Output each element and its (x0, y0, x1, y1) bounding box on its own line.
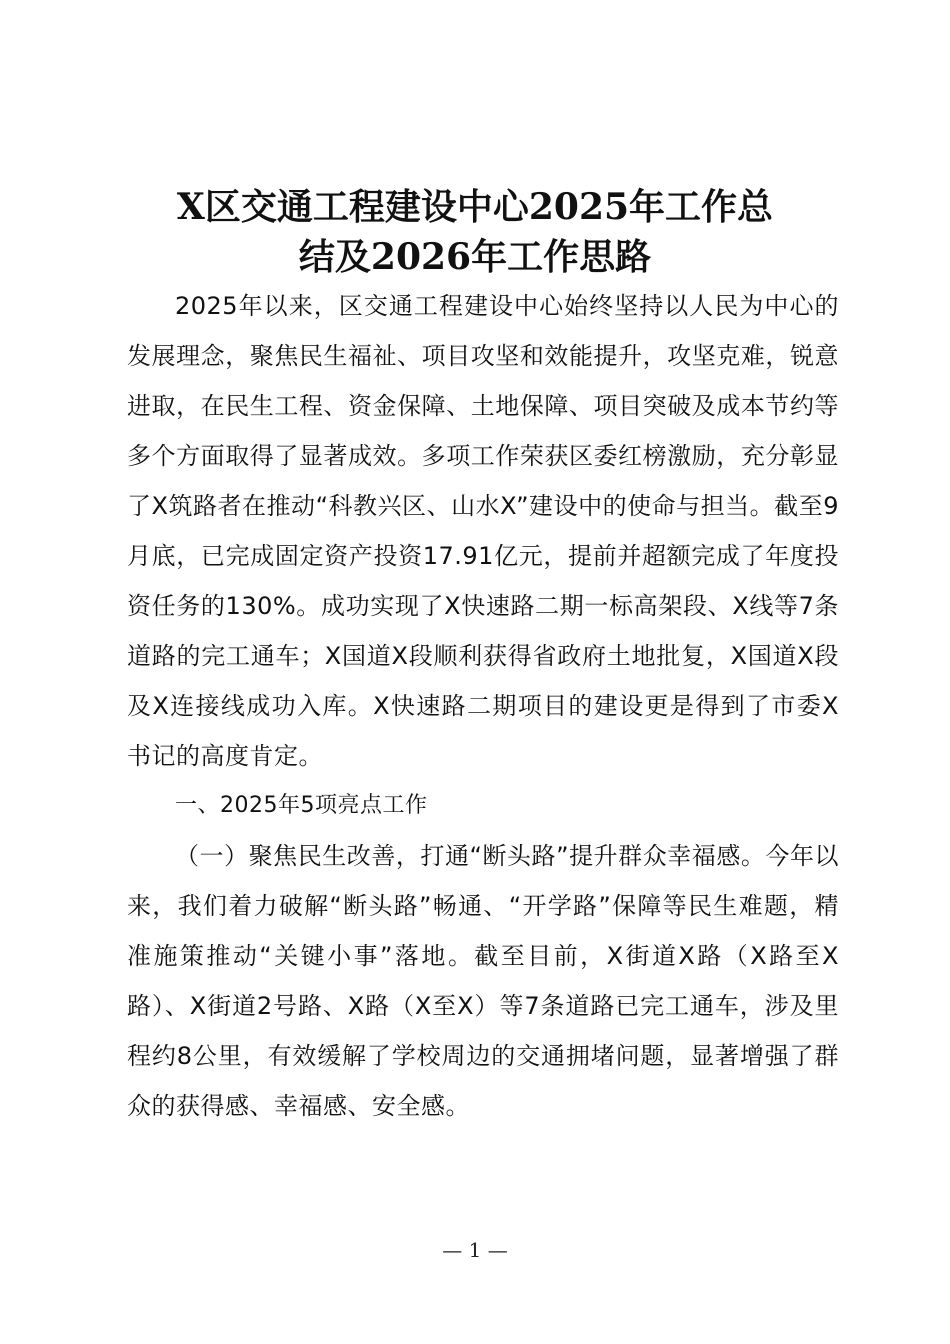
subsection-paragraph: （一）聚焦民生改善，打通“断头路”提升群众幸福感。今年以来，我们着力破解“断头路”畅通、“开学路”保障等民生难题，精准施策推动“关键小事”落地。截至目前，X街道X路（X路至X路）、X街道2号路、X路（X至X）等7条道路已完工通车，涉及里程约8公里，有效缓解了学校周边的交通拥堵问题，显著增强了群众的获得感、幸福感、安全感。 (127, 842, 839, 1120)
title-line-1: X区交通工程建设中心2025年工作总 (176, 186, 774, 228)
document-body (127, 281, 839, 1131)
title-line-2: 结及2026年工作思路 (298, 236, 652, 278)
intro-paragraph: 2025年以来，区交通工程建设中心始终坚持以人民为中心的发展理念，聚焦民生福祉、项目攻坚和效能提升，攻坚克难，锐意进取，在民生工程、资金保障、土地保障、项目突破及成本节约等多个方面取得了显著成效。多项工作荣获区委红榜激励，充分彰显了X筑路者在推动“科教兴区、山水X”建设中的使命与担当。截至9月底，已完成固定资产投资17.91亿元，提前并超额完成了年度投资任务的130%。成功实现了X快速路二期一标高架段、X线等7条道路的完工通车；X国道X段顺利获得省政府土地批复，X国道X段及X连接线成功入库。X快速路二期项目的建设更是得到了市委X书记的高度肯定。 (127, 292, 839, 770)
section-heading: 一、2025年5项亮点工作 (175, 793, 428, 818)
page-number: — 1 — (442, 1238, 508, 1262)
document-title (100, 182, 850, 282)
